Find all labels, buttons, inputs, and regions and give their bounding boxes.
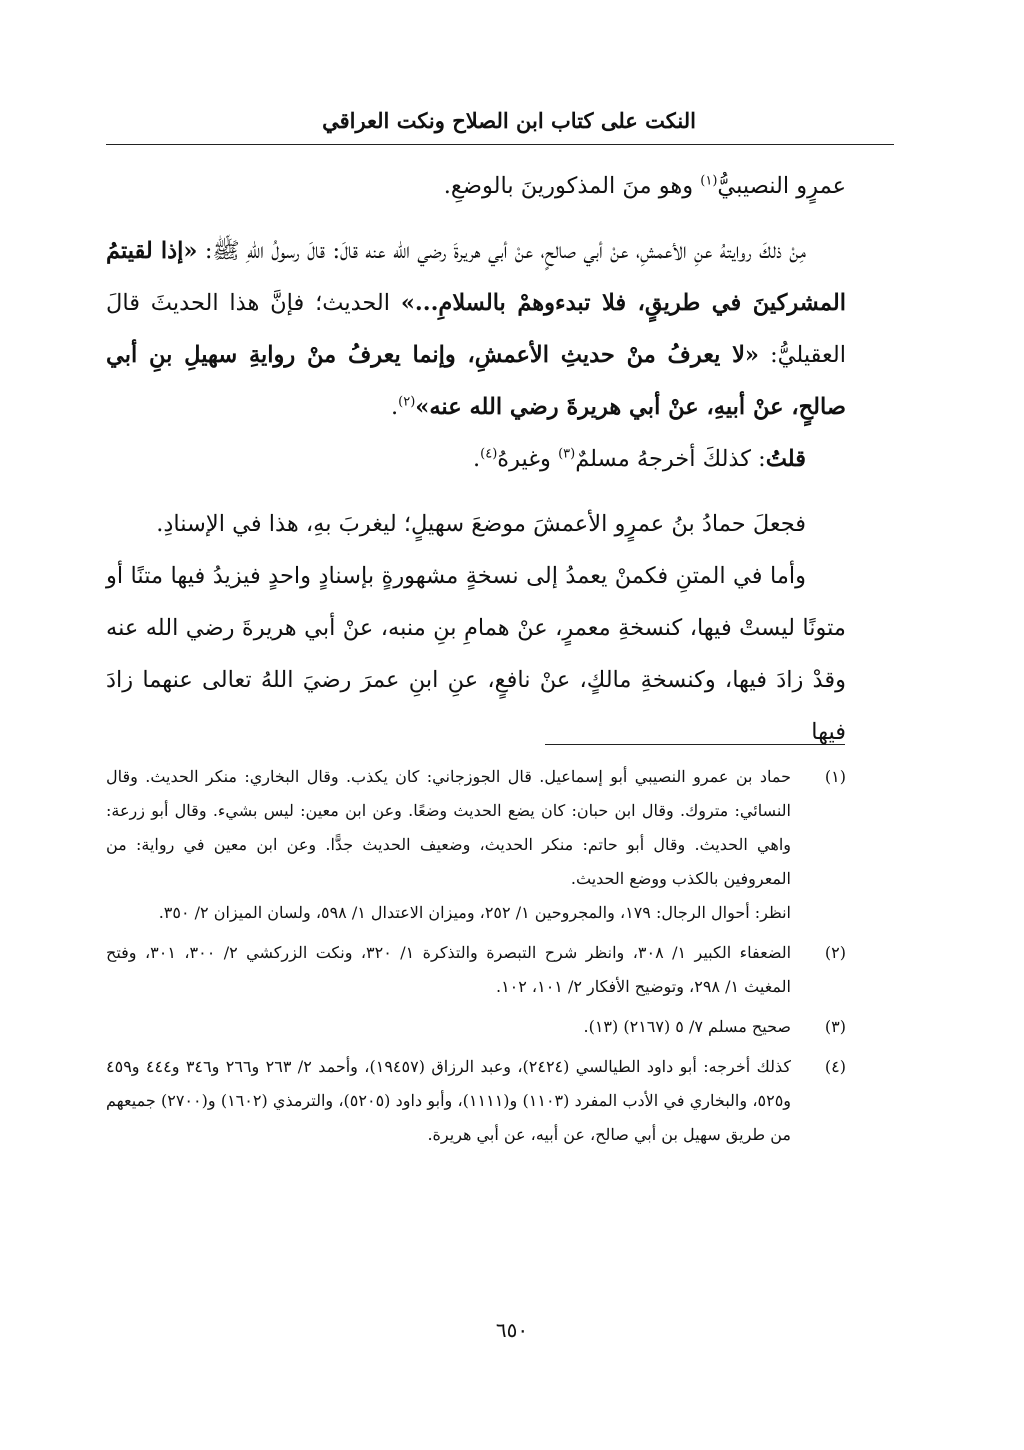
hadith-quote: «إذا لقيتمُ المشركينَ في طريقٍ، فلا تبدءوهمْ بالسلامِ...» [106,238,846,316]
footnote-number: (٢) [824,943,846,962]
paragraph-3-end: . [472,446,481,472]
footnote-4 [106,1050,846,1152]
footnote-text [106,760,791,930]
narrator-name: عمرٍو النصيبيُّ [717,173,846,199]
footnote-text: الضعفاء الكبير ١/ ٣٠٨، وانظر شرح التبصرة والتذكرة ١/ ٣٢٠، ونكت الزركشي ٢/ ٣٠٠، ٣٠١، وفتح المغيث ١/ ٢٩٨، وتوضيح الأفكار ٢/ ١٠١، ١٠٢. [106,943,792,996]
footnote-ref-1: (١) [700,173,718,189]
footnote-2 [106,936,846,1004]
running-head-title: النكت على كتاب ابن الصلاح ونكت العراقي [322,108,696,133]
paragraph-3-text-a: : كذلكَ أخرجهُ مسلمٌ [575,446,766,472]
footnote-number: (٣) [824,1017,846,1036]
paragraph-2-text-b: الحديث؛ فإنَّ هذا الحديثَ قالَ العقيليُّ: [106,290,846,368]
footnote-separator [545,744,845,745]
paragraph-5: وأما في المتنِ فكمنْ يعمدُ إلى نسخةٍ مشهورةٍ بإسنادٍ واحدٍ فيزيدُ فيها متنًا أو متونًا ليستْ فيها، كنسخةِ معمرٍ، عنْ همامِ بنِ منبه، عنْ أبي هريرةَ رضي الله عنه وقدْ زادَ فيها، وكنسخةِ مالكٍ، عنْ نافعٍ، عنِ ابنِ عمرَ رضيَ اللهُ تعالى عنهما زادَ فيها [106,563,846,745]
page-number: ٦٥٠ [495,1318,529,1342]
footnote-3 [106,1010,846,1044]
main-text [106,160,846,758]
footnote-ref-4: (٤) [480,446,498,462]
paragraph-2-text-a: مِنْ ذلكَ روايتهُ عنِ الأعمشِ، عنْ أبي صالحٍ، عنْ أبي هريرةَ رضي الله عنه قالَ: قالَ رسولُ اللهِ ﷺ: [197,238,806,264]
paragraph-1 [106,160,846,212]
footnote-number: (١) [824,767,846,786]
paragraph-2-end: . [391,394,399,420]
paragraph-2 [106,225,846,433]
footnote-1-body: حماد بن عمرو النصيبي أبو إسماعيل. قال الجوزجاني: كان يكذب. وقال البخاري: منكر الحديث. وقال النسائي: متروك. وقال ابن حبان: كان يضع الحديث وضعًا. وعن ابن معين: ليس بشيء. وقال أبو زرعة: واهي الحديث. وقال أبو حاتم: منكر الحديث، وضعيف الحديث جدًّا. وعن ابن معين في رواية: من المعروفين بالكذب ووضع الحديث. [106,767,791,888]
qultu-label: قلتُ [765,446,806,472]
footnote-text: صحيح مسلم ٧/ ٥ (٢١٦٧) (١٣). [583,1017,791,1036]
footnote-ref-2: (٢) [398,394,416,410]
header-rule [106,144,894,145]
paragraph-3 [106,433,846,485]
paragraph-1-text: وهو منَ المذكورينَ بالوضعِ. [443,173,701,199]
footnote-text: كذلك أخرجه: أبو داود الطيالسي (٢٤٢٤)، وعبد الرزاق (١٩٤٥٧)، وأحمد ٢/ ٢٦٣ و٢٦٦ و٣٤٦ و٤٤٤ و٤٥٩ و٥٢٥، والبخاري في الأدب المفرد (١١٠٣) و(١١١١)، وأبو داود (٥٢٠٥)، والترمذي (١٦٠٢) و(٢٧٠٠) جميعهم من طريق سهيل بن أبي صالح، عن أبيه، عن أبي هريرة. [106,1057,792,1144]
footnote-number: (٤) [824,1057,846,1076]
paragraph-4: فجعلَ حمادُ بنُ عمرٍو الأعمشَ موضعَ سهيلٍ؛ ليغربَ بهِ، هذا في الإسنادِ. [156,511,806,537]
footnote-1 [106,760,846,930]
footnote-ref-3: (٣) [558,446,576,462]
uqayli-quote: «لا يعرفُ منْ حديثِ الأعمشِ، وإنما يعرفُ منْ روايةِ سهيلِ بنِ أبي صالحٍ، عنْ أبيهِ، عنْ أبي هريرةَ رضي الله عنه» [106,342,846,420]
footnote-1-refs: انظر: أحوال الرجال: ١٧٩، والمجروحين ١/ ٢٥٢، وميزان الاعتدال ١/ ٥٩٨، ولسان الميزان ٢/ ٣٥٠. [158,903,791,922]
footnotes [106,760,846,1158]
paragraph-3-text-b: وغيرهُ [497,446,559,472]
